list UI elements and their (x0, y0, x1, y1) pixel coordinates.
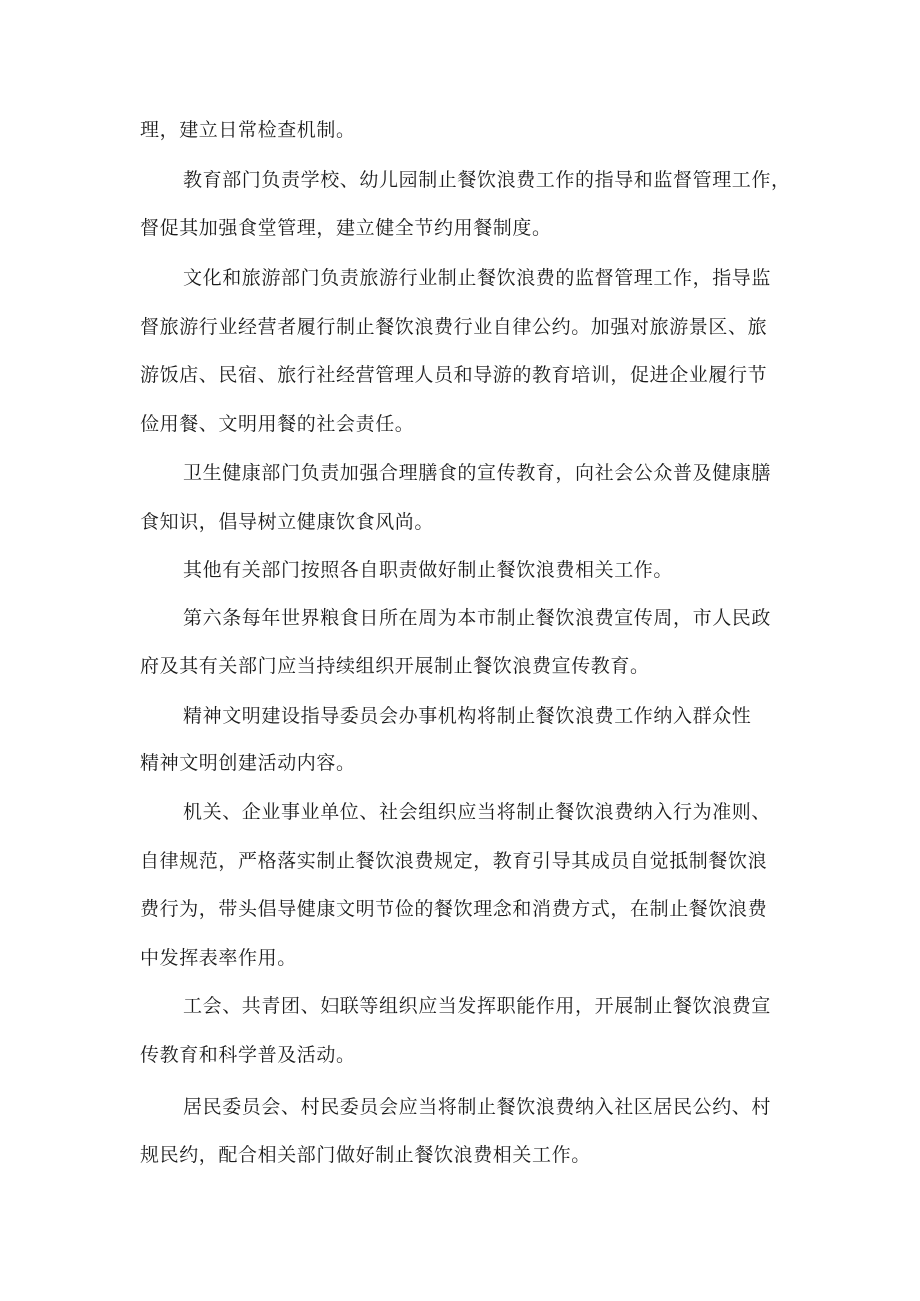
paragraph-first-line: 第六条每年世界粮食日所在周为本市制止餐饮浪费宣传周，市人民政 (183, 607, 772, 629)
paragraph-first-line: 教育部门负责学校、幼儿园制止餐饮浪费工作的指导和监督管理工作， (183, 169, 791, 191)
paragraph-first-line: 居民委员会、村民委员会应当将制止餐饮浪费纳入社区居民公约、村 (183, 1096, 772, 1118)
text-line: 精神文明创建活动内容。 (140, 752, 356, 774)
text-line: 游饭店、民宿、旅行社经营管理人员和导游的教育培训，促进企业履行节 (140, 364, 768, 386)
text-line: 费行为，带头倡导健康文明节俭的餐饮理念和消费方式，在制止餐饮浪费 (140, 898, 768, 920)
text-line: 中发挥表率作用。 (140, 947, 297, 969)
text-line: 俭用餐、文明用餐的社会责任。 (140, 413, 415, 435)
text-line: 食知识，倡导树立健康饮食风尚。 (140, 511, 435, 533)
paragraph-first-line: 机关、企业事业单位、社会组织应当将制止餐饮浪费纳入行为准则、 (183, 801, 772, 823)
paragraph-first-line: 工会、共青团、妇联等组织应当发挥职能作用，开展制止餐饮浪费宣 (183, 995, 772, 1017)
paragraph-first-line: 卫生健康部门负责加强合理膳食的宣传教育，向社会公众普及健康膳 (183, 462, 772, 484)
paragraph-first-line: 精神文明建设指导委员会办事机构将制止餐饮浪费工作纳入群众性 (183, 705, 752, 727)
text-line: 督促其加强食堂管理，建立健全节约用餐制度。 (140, 217, 552, 239)
text-line: 理，建立日常检查机制。 (140, 119, 356, 141)
paragraph-first-line: 其他有关部门按照各自职责做好制止餐饮浪费相关工作。 (183, 559, 674, 581)
text-line: 规民约，配合相关部门做好制止餐饮浪费相关工作。 (140, 1144, 591, 1166)
text-line: 督旅游行业经营者履行制止餐饮浪费行业自律公约。加强对旅游景区、旅 (140, 316, 768, 338)
paragraph-first-line: 文化和旅游部门负责旅游行业制止餐饮浪费的监督管理工作，指导监 (183, 267, 772, 289)
text-line: 府及其有关部门应当持续组织开展制止餐饮浪费宣传教育。 (140, 655, 650, 677)
text-line: 自律规范，严格落实制止餐饮浪费规定，教育引导其成员自觉抵制餐饮浪 (140, 850, 768, 872)
text-line: 传教育和科学普及活动。 (140, 1044, 356, 1066)
